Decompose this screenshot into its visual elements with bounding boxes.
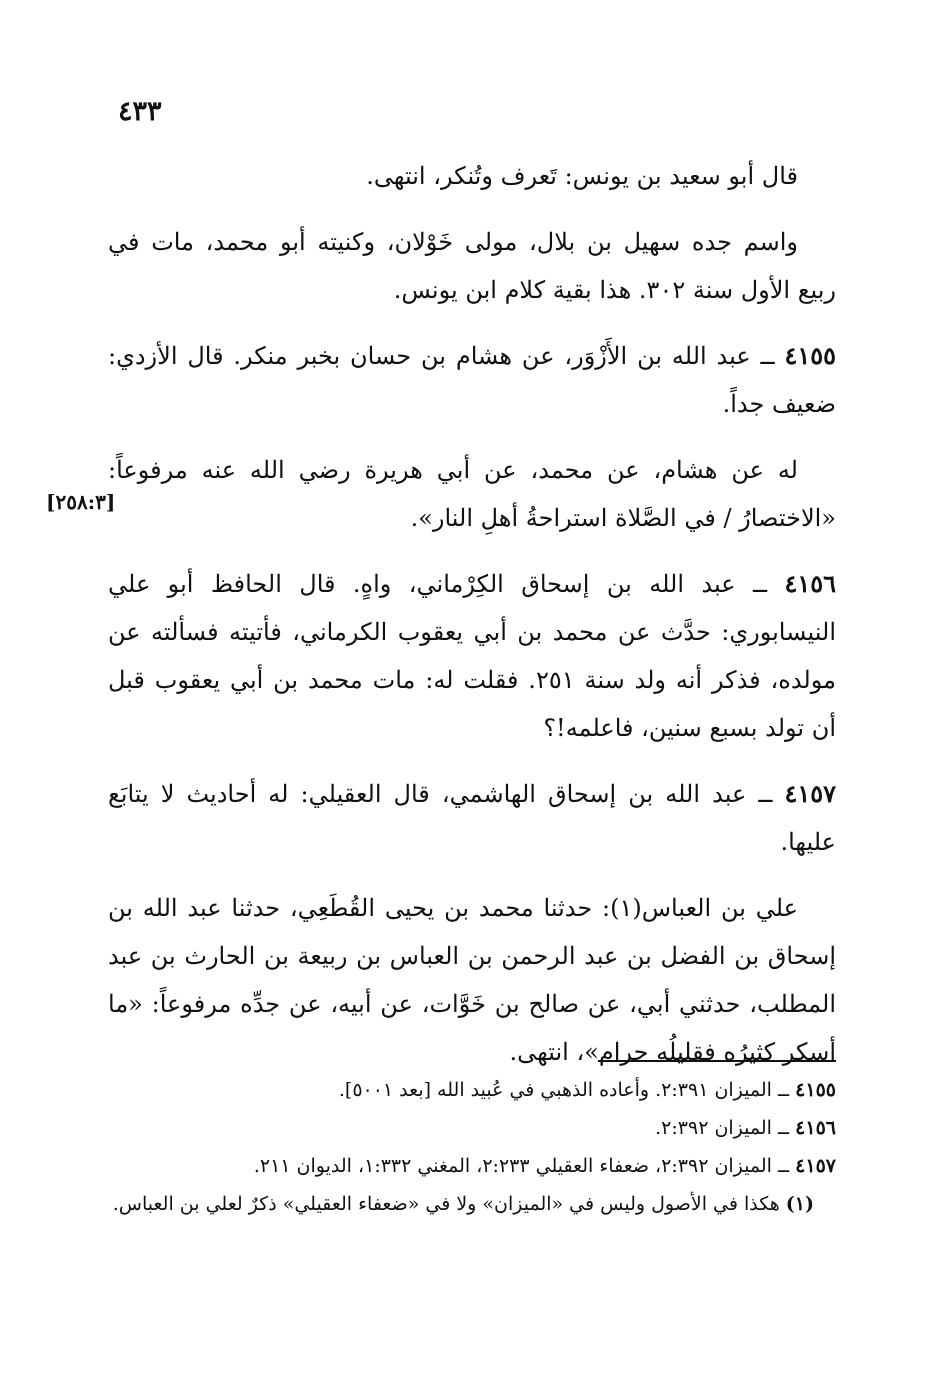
footnote-number: ٤١٥٥ [795, 1079, 836, 1101]
footnote-divider [598, 1060, 836, 1062]
footnote-4155 [108, 1072, 836, 1108]
footnote-text: ــ الميزان ٢:٣٩١. وأعاده الذهبي في عُبيد الله [بعد ٥٠٠١]. [338, 1079, 796, 1101]
entry-4155 [108, 332, 836, 428]
paragraph-text: قال أبو سعيد بن يونس: تَعرف وتُنكر، انتهى. [366, 162, 798, 190]
footnote-text: هكذا في الأصول وليس في «الميزان» ولا في «ضعفاء العقيلي» ذكرٌ لعلي بن العباس. [112, 1193, 786, 1215]
paragraph-isnad [108, 884, 836, 1076]
entry-text: ــ عبد الله بن إسحاق الهاشمي، قال العقيلي: له أحاديث لا يتابَع عليها. [108, 780, 836, 856]
entry-number: ٤١٥٥ [784, 341, 837, 370]
entry-text: ــ عبد الله بن الأَزْوَر، عن هشام بن حسان بخبر منكر. قال الأزدي: ضعيف جداً. [108, 342, 836, 418]
paragraph-ibn-yunus-quote [108, 152, 836, 200]
paragraph-grandfather-name [108, 218, 836, 314]
footnote-1 [108, 1186, 836, 1222]
footnote-text: ــ الميزان ٢:٣٩٢، ضعفاء العقيلي ٢:٢٣٣، المغني ١:٣٣٢، الديوان ٢١١. [253, 1155, 796, 1177]
footnote-text: ــ الميزان ٢:٣٩٢. [655, 1117, 796, 1139]
footnote-number: ٤١٥٧ [795, 1155, 836, 1177]
entry-number: ٤١٥٧ [784, 779, 836, 808]
entry-number: ٤١٥٦ [784, 569, 836, 598]
paragraph-text: له عن هشام، عن محمد، عن أبي هريرة رضي الله عنه مرفوعاً: «الاختصارُ / في الصَّلاة استراحةُ أهلِ النار». [108, 456, 836, 532]
footnote-4156 [108, 1110, 836, 1146]
footnote-number: ٤١٥٦ [795, 1117, 836, 1139]
paragraph-hadith-ikhtisar [108, 446, 836, 542]
footnote-number: (١) [785, 1193, 814, 1215]
main-text [108, 152, 836, 1094]
paragraph-text: واسم جده سهيل بن بلال، مولى خَوْلان، وكنيته أبو محمد، مات في ربيع الأول سنة ٣٠٢. هذا بقية كلام ابن يونس. [108, 228, 836, 304]
entry-text: ــ عبد الله بن إسحاق الكِرْماني، واهٍ. قال الحافظ أبو علي النيسابوري: حدَّث عن محمد بن أبي يعقوب الكرماني، فأتيته فسألته عن مولده، فذكر أنه ولد سنة ٢٥١. فقلت له: مات محمد بن أبي يعقوب قبل أن تولد بسبع سنين، فاعلمه!؟ [108, 570, 836, 742]
entry-4156 [108, 560, 836, 752]
paragraph-text: علي بن العباس(١): حدثنا محمد بن يحيى القُطَعِي، حدثنا عبد الله بن إسحاق بن الفضل بن عبد الرحمن بن العباس بن ربيعة بن الحارث بن عبد المطلب، حدثني أبي، عن صالح بن خَوَّات، عن أبيه، عن جدِّه مرفوعاً: «ما أسكر كثيرُه فقليلُه حرام»، انتهى. [108, 894, 836, 1066]
footnotes [108, 1072, 836, 1222]
footnote-4157 [108, 1148, 836, 1184]
margin-reference: [٢٥٨:٣] [46, 490, 116, 514]
page-number: ٤٣٣ [118, 96, 162, 127]
entry-4157 [108, 770, 836, 866]
